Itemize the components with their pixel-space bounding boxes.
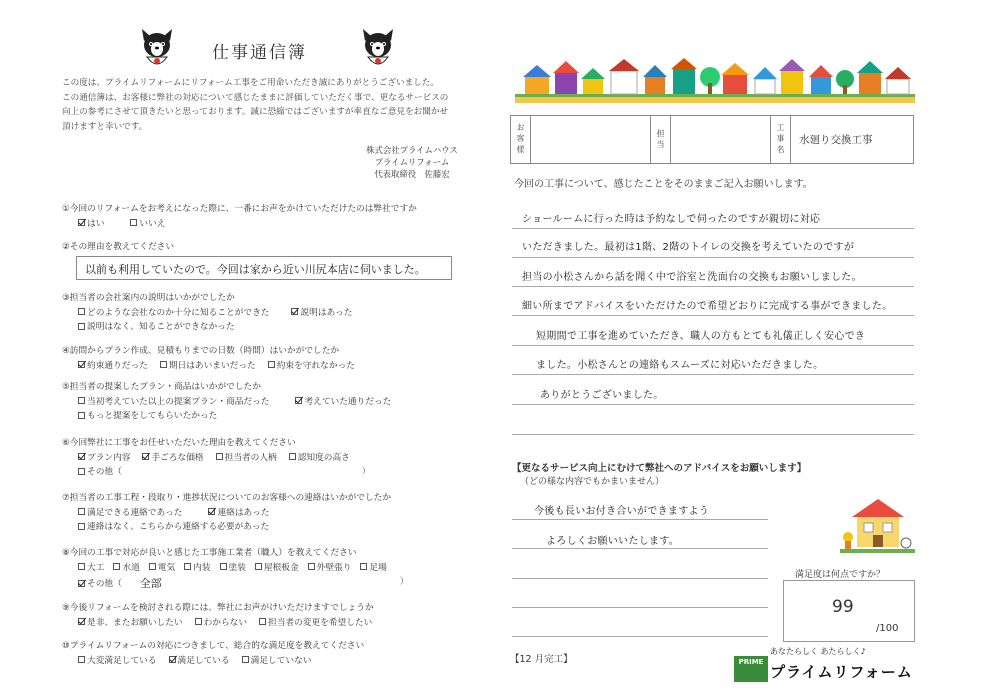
option[interactable]: 満足していない (242, 654, 312, 666)
question-text: 担当者の工事工程・段取り・進捗状況についてのお客様への連絡はいかがでしたか (69, 493, 392, 503)
checkbox[interactable] (78, 361, 85, 368)
checkbox[interactable] (169, 656, 176, 663)
option[interactable]: 認知度の高さ (289, 451, 350, 463)
option[interactable]: 約束通りだった (78, 359, 148, 371)
question-7: ⑦担当者の工事工程・段取り・進捗状況についてのお客様への連絡はいかがでしたか 満足できる連絡であった 連絡はあった 連絡はなく、こちらから連絡する必要があった (62, 493, 392, 532)
customer-label: お客様 (511, 116, 531, 163)
completion-label: 【12 月完工】 (510, 654, 573, 665)
checkbox[interactable] (78, 308, 85, 315)
option-yes[interactable]: はい (78, 217, 104, 229)
option[interactable]: 連絡はなく、こちらから連絡する必要があった (78, 520, 269, 532)
checkbox[interactable] (160, 361, 167, 368)
rating-max: /100 (876, 623, 899, 634)
checkbox[interactable] (78, 523, 85, 530)
checkbox[interactable] (78, 618, 85, 625)
option[interactable]: 足場 (360, 561, 386, 573)
option[interactable]: 満足できる連絡であった (78, 506, 182, 518)
option[interactable]: 屋根板金 (255, 561, 299, 573)
company-name: 株式会社プライムハウス (366, 145, 458, 155)
advice-heading: 【更なるサービス向上にむけて弊社へのアドバイスをお願いします】 (512, 463, 807, 474)
checkbox[interactable] (130, 219, 137, 226)
paren-close: ） (361, 467, 371, 477)
option[interactable]: 期日はあいまいだった (160, 359, 256, 371)
option[interactable]: 塗装 (220, 561, 246, 573)
rating-value[interactable]: 99 (832, 597, 854, 617)
option[interactable]: 水道 (113, 561, 139, 573)
checkbox[interactable] (289, 453, 296, 460)
option[interactable]: 当初考えていた以上の提案プラン・商品だった (78, 395, 269, 407)
checkbox[interactable] (291, 308, 298, 315)
work-name[interactable]: 水廻り交換工事 (799, 134, 873, 146)
question-2: ②その理由を教えてください 以前も利用していたので。今回は家から近い川尻本店に伺いました。 (62, 240, 452, 280)
option[interactable]: 大変満足している (78, 654, 157, 666)
option-no[interactable]: いいえ (130, 217, 165, 229)
comment-line: 短期間で工事を進めていただき、職人の方もとても礼儀正しく安心でき (536, 331, 866, 342)
signature-block (362, 144, 462, 180)
question-text: プライムリフォームの対応につきまして、総合的な満足度を教えてください (69, 641, 365, 651)
question-text: 今回の工事で対応が良いと感じた工事施工業者（職人）を教えてください (69, 548, 357, 558)
question-9: ⑨今後リフォームを検討される際には、弊社にお声がけいただけますでしょうか 是非、またお願いしたい わからない 担当者の変更を希望したい (62, 603, 374, 628)
option[interactable]: 電気 (149, 561, 175, 573)
checkbox[interactable] (216, 453, 223, 460)
option[interactable]: 手ごろな価格 (142, 451, 203, 463)
question-text: 担当者の提案したプラン・商品はいかがでしたか (69, 382, 261, 392)
checkbox[interactable] (184, 563, 191, 570)
staff-field[interactable] (671, 116, 771, 163)
checkbox[interactable] (78, 412, 85, 419)
option[interactable]: 外壁張り (308, 561, 352, 573)
logo-name: プライムリフォーム (770, 663, 913, 681)
option[interactable]: 連絡はあった (208, 506, 269, 518)
advice-line: 今後も長いお付き合いができますよう (534, 506, 710, 517)
question-8: ⑧今回の工事で対応が良いと感じた工事施工業者（職人）を教えてください 大工 水道 電気 内装 塗装 屋根板金 外壁張り 足場 その他（ 全部 ） (62, 548, 409, 590)
customer-field[interactable] (531, 116, 651, 163)
checkbox[interactable] (78, 397, 85, 404)
question-text: 今回弊社に工事をお任せいただいた理由を教えてください (69, 438, 296, 448)
logo-tagline: あなたらしく あたらしく♪ (770, 647, 866, 656)
comment-line: 担当の小松さんから話を聞く中で浴室と洗面台の交換もお願いしました。 (522, 272, 862, 283)
option[interactable]: 内装 (184, 561, 210, 573)
intro-line: 頂けますと幸いです。 (62, 121, 148, 132)
comment-line: いただきました。最初は1階、2階のトイレの交換を考えていたのですが (522, 242, 855, 253)
question-text: 今回のリフォームをお考えになった際に、一番にお声をかけていただけたのは弊社ですか (69, 204, 417, 214)
option[interactable]: 是非、またお願いしたい (78, 616, 183, 628)
question-text: その理由を教えてください (69, 242, 175, 252)
question-text: 訪問からプラン作成、見積もりまでの日数（時間）はいかがでしたか (69, 346, 340, 356)
question-3: ③担当者の会社案内の説明はいかがでしたか どのような会社なのか十分に知ることができた 説明はあった 説明はなく、知ることができなかった (62, 293, 353, 332)
town-illustration-icon (515, 55, 915, 105)
checkbox[interactable] (78, 656, 85, 663)
checkbox[interactable] (308, 563, 315, 570)
page-title: 仕事通信簿 (212, 43, 307, 63)
option[interactable]: 考えていた通りだった (295, 395, 391, 407)
checkbox[interactable] (113, 563, 120, 570)
intro-line: この度は、プライムリフォームにリフォーム工事をご用命いただき誠にありがとうございました。 (62, 78, 440, 88)
question-10: ⑩プライムリフォームの対応につきまして、総合的な満足度を教えてください 大変満足している 満足している 満足していない (62, 641, 365, 666)
comment-line: ありがとうございました。 (540, 390, 664, 401)
question-number: ① (62, 204, 70, 214)
advice-subheading: （どの様な内容でもかまいません） (520, 477, 665, 487)
dog-mascot-icon (135, 27, 179, 71)
option[interactable]: 約束を守れなかった (268, 359, 355, 371)
question-1 (62, 202, 417, 229)
checkbox[interactable] (149, 563, 156, 570)
comment-line: ました。小松さんとの連絡もスムーズに対応いただきました。 (536, 360, 824, 371)
checkbox[interactable] (360, 563, 367, 570)
intro-text (62, 76, 472, 134)
checkbox[interactable] (295, 397, 302, 404)
checkbox[interactable] (208, 508, 215, 515)
comment-line: ショールームに行った時は予約なしで伺ったのですが親切に対応 (522, 214, 821, 225)
option[interactable]: わからない (195, 616, 247, 628)
house-illustration-icon (840, 495, 915, 555)
question-4: ④訪問からプラン作成、見積もりまでの日数（時間）はいかがでしたか 約束通りだった 期日はあいまいだった 約束を守れなかった (62, 346, 355, 371)
checkbox[interactable] (195, 618, 202, 625)
option[interactable]: 担当者の人柄 (216, 451, 277, 463)
checkbox[interactable] (78, 219, 85, 226)
comment-line: 細い所までアドバイスをいただけたので希望どおりに完成する事ができました。 (522, 301, 893, 312)
question-text: 今後リフォームを検討される際には、弊社にお声がけいただけますでしょうか (69, 603, 374, 613)
other-answer[interactable]: 全部 (139, 577, 162, 590)
checkbox[interactable] (78, 580, 85, 587)
checkbox[interactable] (78, 508, 85, 515)
intro-line: この通信簿は、お客様に弊社の対応について感じたままに評価していただく事で、更なるサービスの (62, 92, 449, 103)
reason-answer-field[interactable]: 以前も利用していたので。今回は家から近い川尻本店に伺いました。 (76, 256, 452, 280)
option[interactable]: 説明はあった (291, 306, 352, 318)
option-other[interactable]: その他（ (78, 575, 122, 591)
checkbox[interactable] (255, 563, 262, 570)
brand-name: プライムリフォーム (374, 157, 450, 167)
option[interactable]: 満足している (169, 654, 230, 666)
checkbox[interactable] (242, 656, 249, 663)
dog-mascot-icon (356, 27, 400, 71)
question-text: 担当者の会社案内の説明はいかがでしたか (69, 293, 235, 303)
logo-prime-text: PRIME (738, 658, 764, 666)
option[interactable]: 担当者の変更を希望したい (259, 616, 372, 628)
representative-name: 代表取締役 佐藤宏 (374, 169, 450, 179)
option[interactable]: 説明はなく、知ることができなかった (78, 320, 235, 332)
option[interactable]: どのような会社なのか十分に知ることができた (78, 306, 269, 318)
rating-box[interactable] (783, 580, 915, 642)
question-6: ⑥今回弊社に工事をお任せいただいた理由を教えてください プラン内容 手ごろな価格 担当者の人柄 認知度の高さ その他（ ） (62, 438, 371, 477)
checkbox[interactable] (78, 453, 85, 460)
checkbox[interactable] (78, 468, 85, 475)
checkbox[interactable] (220, 563, 227, 570)
checkbox[interactable] (142, 453, 149, 460)
work-label: 工事名 (771, 116, 791, 163)
option[interactable]: 大工 (78, 561, 104, 573)
advice-line: よろしくお願いいたします。 (546, 536, 680, 547)
checkbox[interactable] (259, 618, 266, 625)
question-5: ⑤担当者の提案したプラン・商品はいかがでしたか 当初考えていた以上の提案プラン・商品だった 考えていた通りだった もっと提案をしてもらいたかった (62, 382, 392, 421)
paren-close: ） (399, 577, 409, 587)
info-table (510, 115, 914, 164)
intro-line: 向上の参考にさせて頂きたいと思っております。誠に恐縮ではございますが率直なご意見をお聞かせ (62, 107, 449, 117)
comments-heading: 今回の工事について、感じたことをそのままご記入お願いします。 (514, 179, 813, 190)
option[interactable]: プラン内容 (78, 451, 130, 463)
staff-label: 担当 (651, 116, 671, 163)
option-other[interactable]: その他（ (78, 465, 122, 477)
option[interactable]: もっと提案をしてもらいたかった (78, 409, 217, 421)
rating-label: 満足度は何点ですか？ (795, 570, 886, 580)
checkbox[interactable] (268, 361, 275, 368)
logo-mark (734, 656, 768, 682)
checkbox[interactable] (78, 563, 85, 570)
checkbox[interactable] (78, 323, 85, 330)
